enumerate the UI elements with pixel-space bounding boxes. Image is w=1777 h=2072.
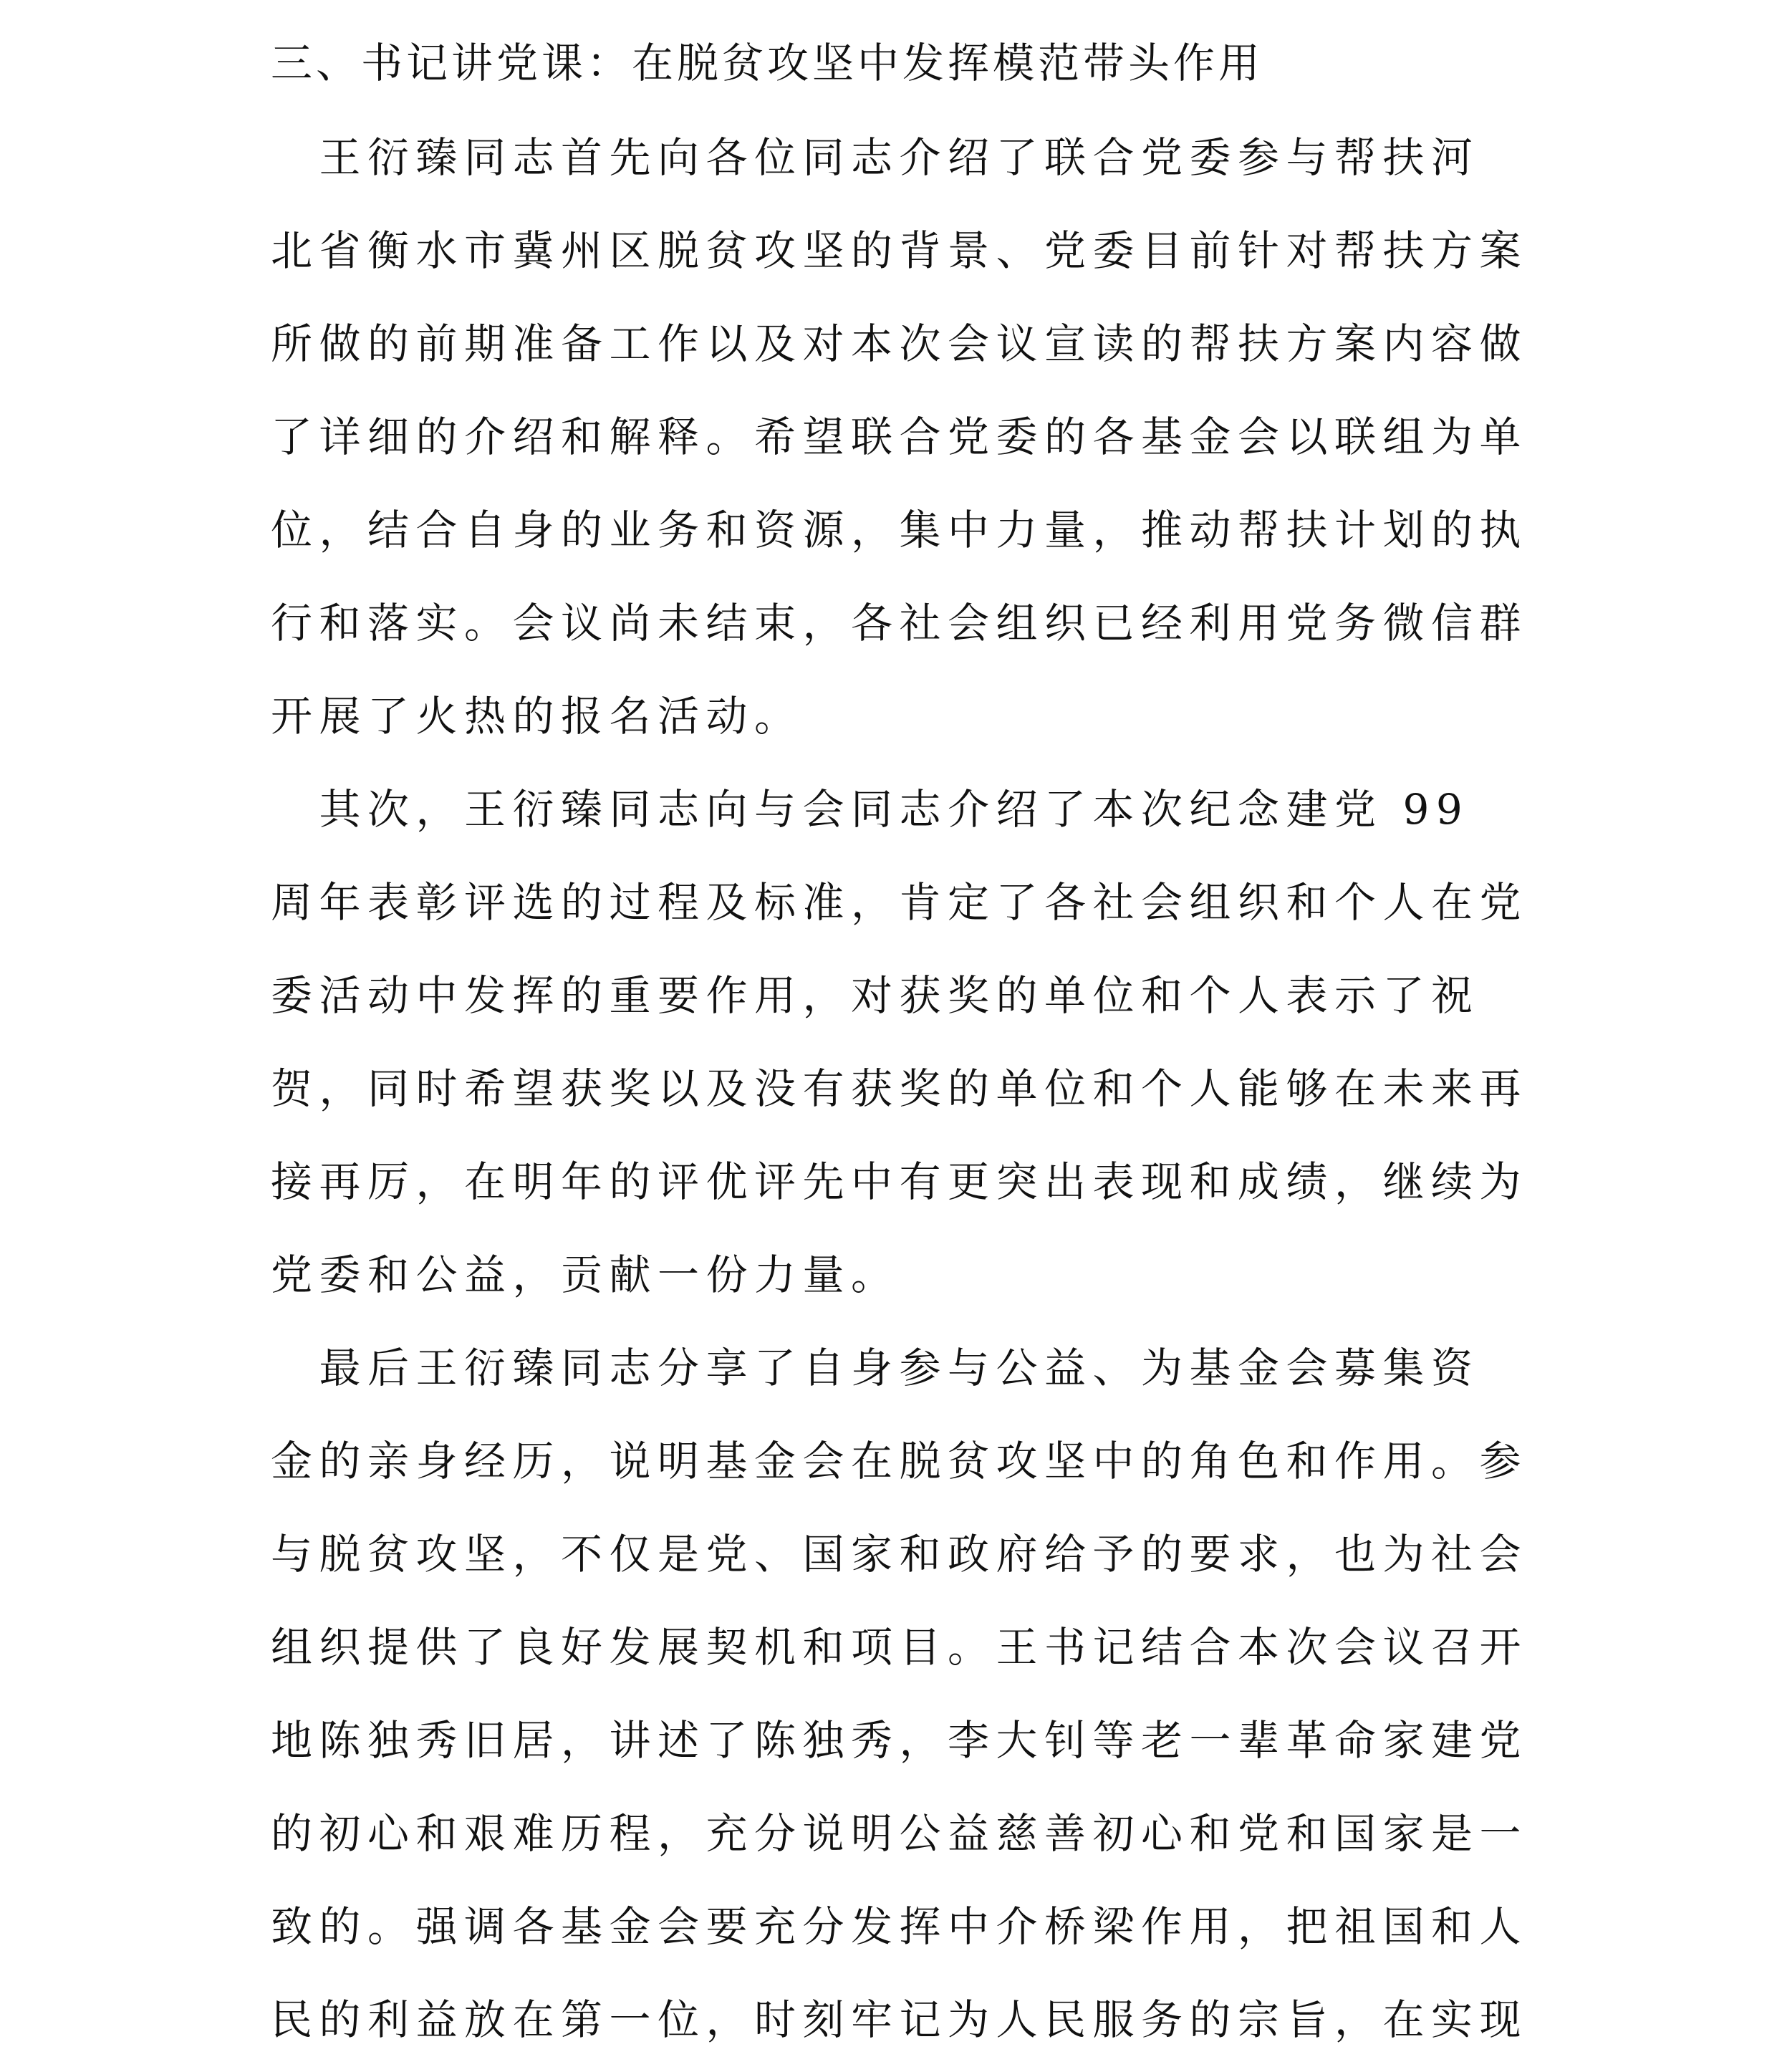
text-line: 民的利益放在第一位，时刻牢记为人民服务的宗旨，在实现 [271, 1995, 1528, 2044]
text-line: 地陈独秀旧居，讲述了陈独秀，李大钊等老一辈革命家建党 [271, 1716, 1528, 1765]
text-line: 委活动中发挥的重要作用，对获奖的单位和个人表示了祝 [271, 971, 1480, 1020]
document-page [271, 0, 1528, 2072]
text-line: 的初心和艰难历程，充分说明公益慈善初心和党和国家是一 [271, 1809, 1528, 1858]
text-line: 开展了火热的报名活动。 [271, 692, 803, 741]
text-line: 其次，王衍臻同志向与会同志介绍了本次纪念建党 99 [271, 785, 1470, 834]
text-line: 王衍臻同志首先向各位同志介绍了联合党委参与帮扶河 [271, 133, 1480, 182]
text-line: 了详细的介绍和解释。希望联合党委的各基金会以联组为单 [271, 413, 1528, 461]
text-line: 接再厉，在明年的评优评先中有更突出表现和成绩，继续为 [271, 1157, 1528, 1206]
text-line: 位，结合自身的业务和资源，集中力量，推动帮扶计划的执 [271, 506, 1528, 554]
text-line: 行和落实。会议尚未结束，各社会组织已经利用党务微信群 [271, 599, 1528, 647]
text-line: 北省衡水市冀州区脱贫攻坚的背景、党委目前针对帮扶方案 [271, 226, 1528, 275]
text-line: 与脱贫攻坚，不仅是党、国家和政府给予的要求，也为社会 [271, 1530, 1528, 1579]
text-line: 致的。强调各基金会要充分发挥中介桥梁作用，把祖国和人 [271, 1902, 1528, 1951]
text-line: 党委和公益，贡献一份力量。 [271, 1251, 900, 1299]
text-line: 所做的前期准备工作以及对本次会议宣读的帮扶方案内容做 [271, 319, 1528, 368]
section-heading: 三、书记讲党课：在脱贫攻坚中发挥模范带头作用 [271, 39, 1264, 87]
text-line: 贺，同时希望获奖以及没有获奖的单位和个人能够在未来再 [271, 1064, 1528, 1113]
text-line: 金的亲身经历，说明基金会在脱贫攻坚中的角色和作用。参 [271, 1437, 1528, 1485]
text-line: 组织提供了良好发展契机和项目。王书记结合本次会议召开 [271, 1623, 1528, 1672]
text-line: 周年表彰评选的过程及标准，肯定了各社会组织和个人在党 [271, 878, 1528, 927]
text-line: 最后王衍臻同志分享了自身参与公益、为基金会募集资 [271, 1344, 1480, 1392]
